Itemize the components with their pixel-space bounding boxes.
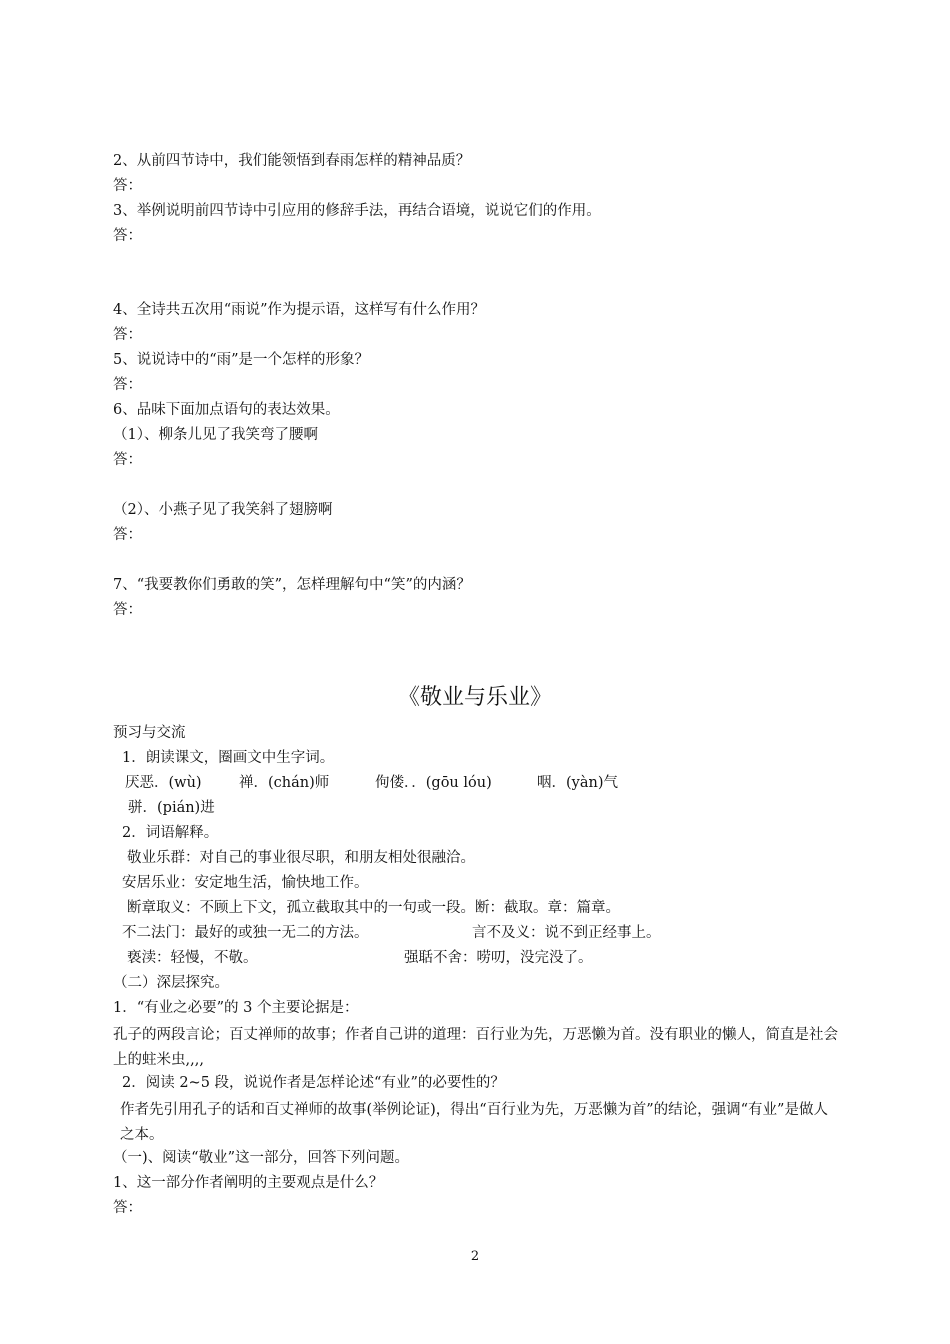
deep-answer-1: 孔子的两段言论；百丈禅师的故事；作者自己讲的道理：百行业为先，万恶懒为首。没有职业的懒人，简直是社会上的蛀米虫,,,, (113, 1027, 838, 1068)
preview-item-2: 2．词语解释。 (122, 825, 219, 841)
definition: 强聒不舍：唠叨，没完没了。 (404, 950, 593, 966)
answer-label: 答： (113, 602, 142, 618)
question-6-sub-1: （1）、柳条儿见了我笑弯了腰啊 (113, 427, 318, 443)
deep-question-2: 2．阅读 2~5 段，说说作者是怎样论述“有业”的必要性的？ (122, 1075, 505, 1091)
deep-answer-2: 作者先引用孔子的话和百丈禅师的故事(举例论证)，得出“百行业为先，万恶懒为首”的结论，强调“有业”是做人之本。 (120, 1102, 828, 1143)
answer-label: 答： (113, 228, 142, 244)
question-7: 7、“我要教你们勇敢的笑”，怎样理解句中“笑”的内涵？ (113, 577, 471, 593)
definition: 言不及义：说不到正经事上。 (472, 925, 661, 941)
reading-heading: （一)、阅读“敬业”这一部分，回答下列问题。 (113, 1150, 409, 1166)
definition: 断章取义：不顾上下文，孤立截取其中的一句或一段。断：截取。章：篇章。 (127, 900, 620, 916)
pinyin-word: 禅．(chán)师 (239, 775, 330, 791)
question-6-sub-2: （2）、小燕子见了我笑斜了翅膀啊 (113, 502, 333, 518)
pinyin-word: 厌恶．(wù) (125, 775, 202, 791)
pinyin-word: 咽．(yàn)气 (537, 775, 618, 791)
preview-heading: 预习与交流 (113, 725, 186, 741)
answer-label: 答： (113, 1200, 142, 1216)
question-3: 3、举例说明前四节诗中引应用的修辞手法，再结合语境，说说它们的作用。 (113, 203, 601, 219)
pinyin-word: 骈．(pián)进 (128, 800, 215, 816)
answer-label: 答： (113, 178, 142, 194)
answer-label: 答： (113, 377, 142, 393)
question-5: 5、说说诗中的“雨”是一个怎样的形象？ (113, 352, 370, 368)
definition: 不二法门：最好的或独一无二的方法。 (122, 925, 369, 941)
definition: 敬业乐群：对自己的事业很尽职，和朋友相处很融洽。 (127, 850, 475, 866)
question-6: 6、品味下面加点语句的表达效果。 (113, 402, 340, 418)
definition: 安居乐业：安定地生活，愉快地工作。 (122, 875, 369, 891)
preview-item-1: 1．朗读课文，圈画文中生字词。 (122, 750, 335, 766)
question-2: 2、从前四节诗中，我们能领悟到春雨怎样的精神品质？ (113, 153, 471, 169)
question-4: 4、全诗共五次用“雨说”作为提示语，这样写有什么作用？ (113, 302, 486, 318)
answer-label: 答： (113, 452, 142, 468)
deep-heading: （二）深层探究。 (113, 975, 229, 991)
definition: 亵渎：轻慢，不敬。 (127, 950, 258, 966)
section-title: 《敬业与乐业》 (397, 685, 552, 710)
deep-question-1: 1．“有业之必要”的 3 个主要论据是： (113, 1000, 359, 1016)
page-number: 2 (470, 1249, 480, 1264)
answer-label: 答： (113, 327, 142, 343)
pinyin-word: 佝偻．．(gōu lóu) (375, 775, 492, 791)
reading-question-1: 1、这一部分作者阐明的主要观点是什么？ (113, 1175, 384, 1191)
answer-label: 答： (113, 527, 142, 543)
